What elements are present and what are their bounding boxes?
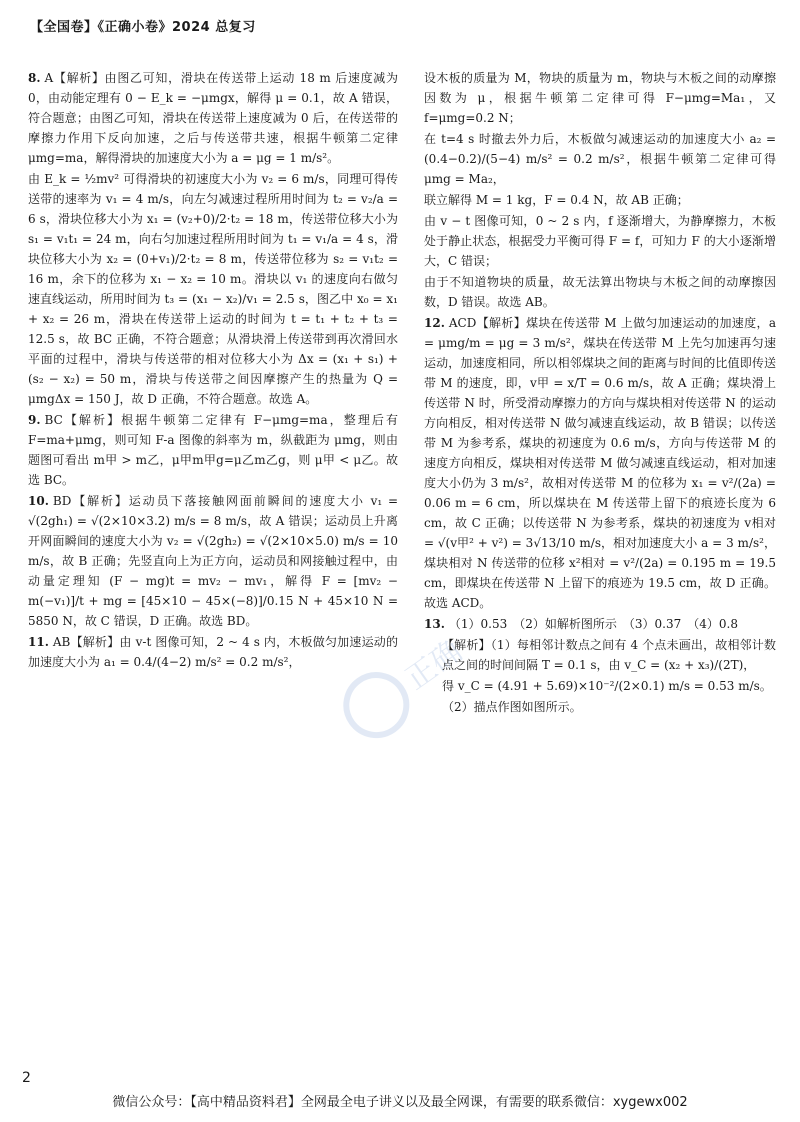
answer-text: （1）0.53 （2）如解析图所示 （3）0.37 （4）0.8 — [448, 617, 738, 631]
solution-text: 设木板的质量为 M，物块的质量为 m，物块与木板之间的动摩擦因数为 μ，根据牛顿第二定律可得 F−μmg=Ma₁，又 f=μmg=0.2 N； — [424, 71, 776, 125]
solution-text: （2）描点作图如图所示。 — [442, 700, 582, 714]
solution-text: 由 v − t 图像可知，0 ~ 2 s 内，f 逐渐增大，为静摩擦力，木板处于静止状态，根据受力平衡可得 F = f，可知力 F 的大小逐渐增大，C 错误； — [424, 214, 776, 268]
solution-text: AB【解析】由 v-t 图像可知，2 ~ 4 s 内，木板做匀加速运动的加速度大小为 a₁ = 0.4/(4−2) m/s² = 0.2 m/s²， — [28, 635, 398, 669]
page-footer: 微信公众号：【高中精品资料君】全网最全电子讲义以及最全网课，有需要的联系微信：xygewx002 — [112, 1095, 688, 1110]
solution-text: A【解析】由图乙可知，滑块在传送带上运动 18 m 后速度减为 0，由动能定理有 0 − E_k = −μmgx，解得 μ = 0.1，故 A 错误，符合题意；由图乙可知，滑块在传送带上速度减为 0 后，在传送带的摩擦力作用下反向加速，之后与传送带共速，根据牛顿第二定律 μmg=ma，解得滑块的加速度大小为 a = μg = 1 m/s²。 — [28, 71, 398, 165]
question-number: 8. — [28, 71, 41, 85]
question-12 — [424, 313, 776, 613]
question-8 — [28, 68, 398, 409]
question-9 — [28, 410, 398, 490]
question-number: 13. — [424, 617, 445, 631]
solution-text: BC【解析】根据牛顿第二定律有 F−μmg=ma，整理后有 F=ma+μmg，则可知 F-a 图像的斜率为 m，纵截距为 μmg，则由题图可看出 m甲 > m乙，μ甲m甲g=μ乙m乙g，则 μ甲 < μ乙。故选 BC。 — [28, 413, 398, 487]
question-number: 12. — [424, 316, 445, 330]
question-number: 11. — [28, 635, 49, 649]
solution-text: ACD【解析】煤块在传送带 M 上做匀加速运动的加速度，a = μmg/m = μg = 3 m/s²，煤块在传送带 M 上先匀加速再匀速运动，加速度相同，所以相邻煤块之间的距离与时间的比值即传送带 M 的速度，即，v甲 = x/T = 0.6 m/s，故 A 正确；煤块滑上传送带 N 时，所受滑动摩擦力的方向与煤块相对传送带 N 的运动方向相反，相对传送带 N 做匀减速直线运动，故 B 错误；以传送带 M 为参考系，煤块的初速度为 0.6 m/s，方向与传送带 M 的速度方向相反，煤块相对传送带 M 做匀减速直线运动，相对加速度大小仍为 3 m/s²，故相对传送带 M 的位移为 x₁ = v²/(2a) = 0.06 m = 6 cm，所以煤块在 M 传送带上留下的痕迹长度为 6 cm，故 C 正确；以传送带 N 为参考系，煤块的初速度为 v相对 = √(v甲² + v²) = 3√13/10 m/s，相对加速度大小 a = 3 m/s²，煤块相对 N 传送带的位移 x²相对 = v²/(2a) = 0.195 m = 19.5 cm，即煤块在传送带 N 上留下的痕迹为 19.5 cm，故 D 正确。故选 ACD。 — [424, 316, 776, 610]
watermark-text: 正确 — [399, 633, 469, 697]
solution-text: BD【解析】运动员下落接触网面前瞬间的速度大小 v₁ = √(2gh₁) = √(2×10×3.2) m/s = 8 m/s，故 A 错误；运动员上升离开网面瞬间的速度大小为 v₂ = √(2gh₂) = √(2×10×5.0) m/s = 10 m/s，故 B 正确；先竖直向上为正方向，运动员和网接触过程中，由动量定理知 (F − mg)t = mv₂ − mv₁，解得 F = [mv₂ − m(−v₁)]/t + mg = [45×10 − 45×(−8)]/0.15 N + 45×10 N = 5850 N，故 C 错误，D 正确。故选 BD。 — [28, 494, 398, 628]
solution-text: 由于不知道物块的质量，故无法算出物块与木板之间的动摩擦因数，D 错误。故选 AB。 — [424, 275, 776, 309]
solution-text: 得 v_C = (4.91 + 5.69)×10⁻²/(2×0.1) m/s = 0.53 m/s。 — [442, 679, 772, 693]
page-number: 2 — [22, 1070, 31, 1086]
question-number: 9. — [28, 413, 41, 427]
question-number: 10. — [28, 494, 49, 508]
solution-text: 由 E_k = ½mv² 可得滑块的初速度大小为 v₂ = 6 m/s，同理可得传送带的速率为 v₁ = 4 m/s，向左匀减速过程所用时间为 t₂ = v₂/a = 6 s，滑块位移大小为 x₁ = (v₂+0)/2·t₂ = 18 m，传送带位移大小为 s₁ = v₁t₁ = 24 m，向右匀加速过程所用时间为 t₁ = v₁/a = 4 s，滑块位移大小为 x₂ = (0+v₁)/2·t₂ = 8 m，传送带位移为 s₂ = v₁t₂ = 16 m，余下的位移为 x₁ − x₂ = 10 m。滑块以 v₁ 的速度向右做匀速直线运动，所用时间为 t₃ = (x₁ − x₂)/v₁ = 2.5 s，图乙中 x₀ = x₁ + x₂ = 26 m，滑块在传送带上运动的时间为 t = t₁ + t₂ + t₃ = 12.5 s，故 BC 正确，不符合题意；从滑块滑上传送带到再次滑回水平面的过程中，滑块与传送带的相对位移大小为 Δx = (x₁ + s₁) + (s₂ − x₂) = 50 m，滑块与传送带之间因摩擦产生的热量为 Q = μmgΔx = 150 J，故 D 正确，不符合题意。故选 A。 — [28, 172, 398, 406]
solution-text: 在 t=4 s 时撤去外力后，木板做匀减速运动的加速度大小 a₂ = (0.4−0.2)/(5−4) m/s² = 0.2 m/s²，根据牛顿第二定律可得 μmg = Ma₂， — [424, 132, 776, 186]
page-header: 【全国卷】《正确小卷》2024 总复习 — [30, 20, 256, 35]
question-13 — [424, 614, 776, 717]
question-10 — [28, 491, 398, 631]
solution-text: 联立解得 M = 1 kg，F = 0.4 N，故 AB 正确； — [424, 193, 689, 207]
question-11-continued — [424, 68, 776, 312]
question-11 — [28, 632, 398, 672]
right-column — [424, 68, 776, 718]
solution-text: 【解析】（1）每相邻计数点之间有 4 个点未画出，故相邻计数点之间的时间间隔 T = 0.1 s，由 v_C = (x₂ + x₃)/(2T)， — [442, 638, 776, 672]
left-column — [28, 68, 398, 673]
